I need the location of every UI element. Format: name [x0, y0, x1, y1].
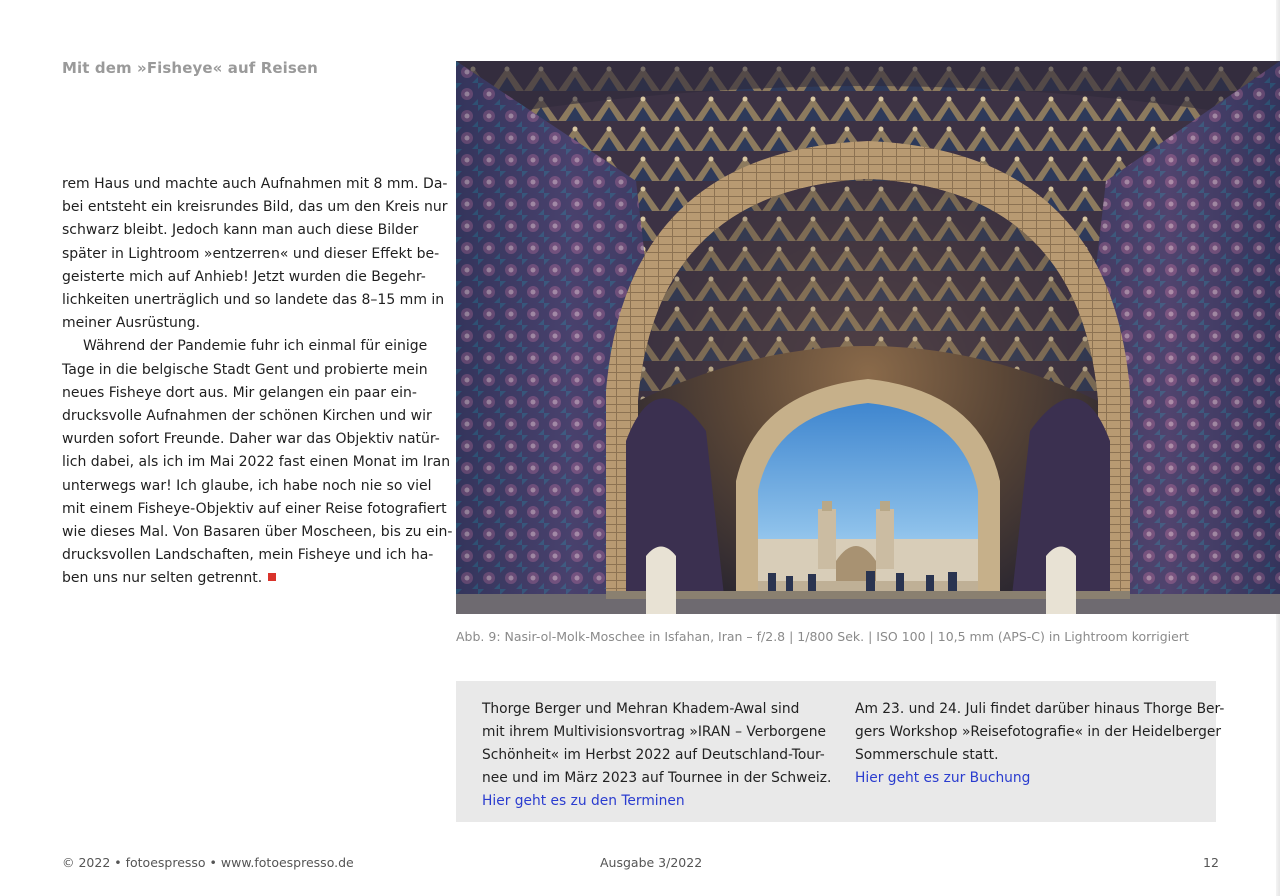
- article-line: meiner Ausrüstung.: [62, 315, 201, 332]
- info-box: [456, 681, 1225, 822]
- article-line: später in Lightroom »entzerren« und dieser Effekt be-: [62, 245, 440, 262]
- workshop-booking-link[interactable]: Hier geht es zur Buchung: [855, 770, 1031, 786]
- article-line: lich dabei, als ich im Mai 2022 fast einen Monat im Iran: [62, 454, 451, 471]
- article-line: mit einem Fisheye-Objektiv auf einer Reise fotografiert: [62, 500, 447, 517]
- article-line: lichkeiten unerträglich und so landete das 8–15 mm in: [62, 292, 445, 309]
- article-line: rem Haus und machte auch Aufnahmen mit 8 mm. Da-: [62, 176, 448, 192]
- article-line: ben uns nur selten getrennt.: [62, 570, 263, 587]
- article-line: bei entsteht ein kreisrundes Bild, das um den Kreis nur: [62, 199, 448, 216]
- end-of-article-mark: [268, 573, 276, 581]
- info-column-right: [855, 698, 1224, 790]
- article-line: wurden sofort Freunde. Daher war das Objektiv natür-: [62, 431, 440, 448]
- article-line: wie dieses Mal. Von Basaren über Moscheen, bis zu ein-: [62, 524, 453, 541]
- article-line: geisterte mich auf Anhieb! Jetzt wurden die Begehr-: [62, 268, 426, 285]
- info-column-left: [482, 698, 831, 813]
- running-title: Mit dem »Fisheye« auf Reisen: [62, 59, 318, 77]
- info-line: Thorge Berger und Mehran Khadem-Awal sind: [482, 701, 800, 717]
- page-number: 12: [1203, 855, 1219, 870]
- info-line: Schönheit« im Herbst 2022 auf Deutschland-Tour-: [482, 747, 825, 763]
- article-line: Tage in die belgische Stadt Gent und probierte mein: [62, 361, 428, 378]
- info-line: gers Workshop »Reisefotografie« in der Heidelberger: [855, 724, 1222, 740]
- tour-dates-link[interactable]: Hier geht es zu den Terminen: [482, 793, 685, 809]
- article-body: [62, 173, 453, 591]
- info-line: Am 23. und 24. Juli findet darüber hinaus Thorge Ber-: [855, 701, 1225, 717]
- article-line: neues Fisheye dort aus. Mir gelangen ein paar ein-: [62, 384, 417, 401]
- mosque-illustration: [456, 61, 1280, 614]
- article-line: drucksvollen Landschaften, mein Fisheye und ich ha-: [62, 547, 434, 564]
- info-line: nee und im März 2023 auf Tournee in der Schweiz.: [482, 770, 832, 786]
- footer-copyright: © 2022 • fotoespresso • www.fotoespresso.de: [62, 855, 354, 870]
- article-line: Während der Pandemie fuhr ich einmal für einige: [83, 338, 428, 355]
- article-line: schwarz bleibt. Jedoch kann man auch diese Bilder: [62, 222, 419, 239]
- info-line: Sommerschule statt.: [855, 747, 999, 763]
- article-line: unterwegs war! Ich glaube, ich habe noch nie so viel: [62, 477, 432, 494]
- info-line: mit ihrem Multivisionsvortrag »IRAN – Verborgene: [482, 724, 827, 740]
- mosque-photo: [456, 61, 1280, 614]
- figure-caption: Abb. 9: Nasir-ol-Molk-Moschee in Isfahan, Iran – f/2.8 | 1/800 Sek. | ISO 100 | 10,5 mm (APS-C) in Lightroom korrigiert: [456, 629, 1189, 644]
- article-last-line: [62, 567, 430, 590]
- article-line: drucksvolle Aufnahmen der schönen Kirchen und wir: [62, 408, 432, 425]
- footer-issue: Ausgabe 3/2022: [600, 855, 703, 870]
